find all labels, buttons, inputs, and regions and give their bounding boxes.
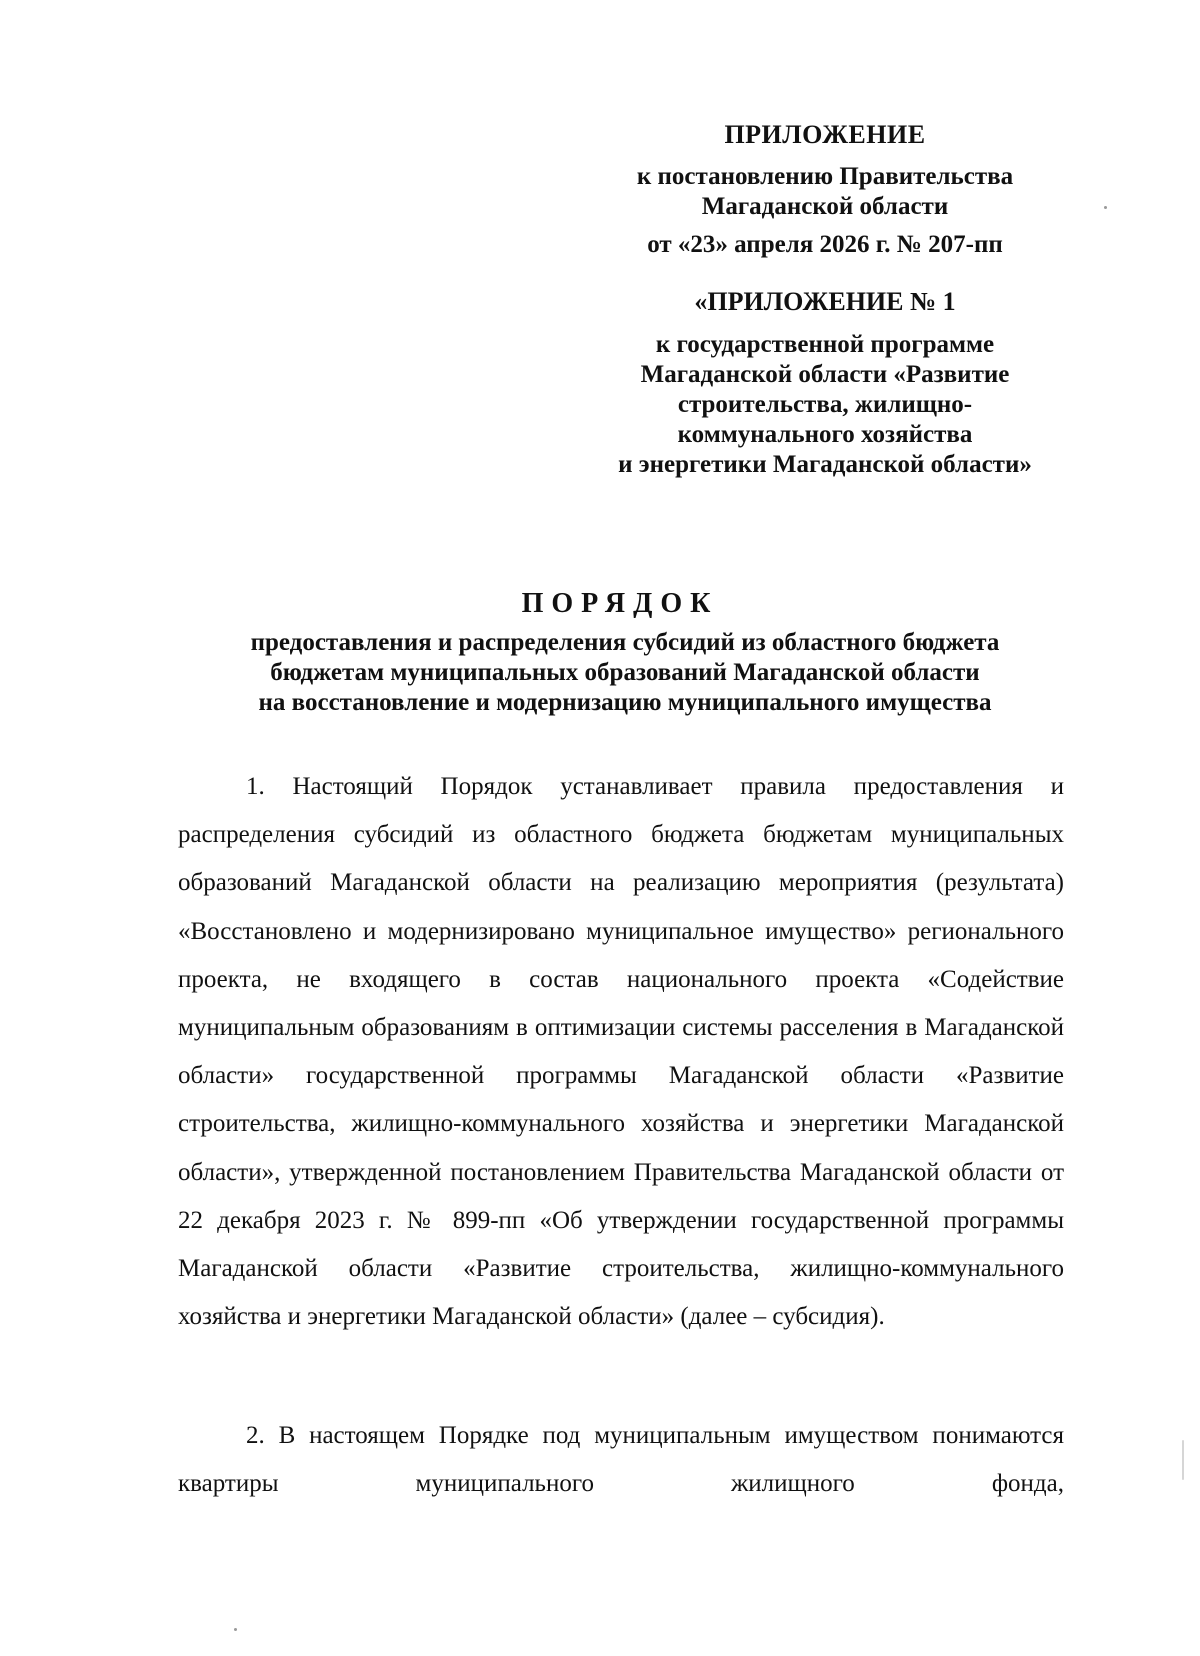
- program-appendix-line-4: коммунального хозяйства: [677, 421, 973, 448]
- paragraph-1: 1. Настоящий Порядок устанавливает правила предоставления и распределения субсидий из областного бюджета бюджетам муниципальных образований Магаданской области на реализацию мероприятия (результата) «Восстановлено и модернизировано муниципальное имущество» регионального проекта, не входящего в состав национального проекта «Содействие муниципальным образованиям в оптимизации системы расселения в Магаданской области» государственной программы Магаданской области «Развитие строительства, жилищно-коммунального хозяйства и энергетики Магаданской области», утвержденной постановлением Правительства Магаданской области от 22 декабря 2023 г. № 899-пп «Об утверждении государственной программы Магаданской области «Развитие строительства, жилищно-коммунального хозяйства и энергетики Магаданской области» (далее – субсидия).: [178, 773, 1064, 1331]
- order-subtitle-line-1: предоставления и распределения субсидий из областного бюджета: [250, 629, 1000, 656]
- appendix-title: ПРИЛОЖЕНИЕ: [724, 120, 926, 149]
- order-subtitle: [185, 628, 1065, 718]
- program-appendix-line-3: строительства, жилищно-: [677, 391, 973, 418]
- scan-speck: [1104, 206, 1107, 209]
- scan-speck: [1182, 1440, 1184, 1480]
- appendix-recipient-line-1: к постановлению Правительства: [636, 163, 1014, 190]
- order-subtitle-line-2: бюджетам муниципальных образований Магаданской области: [270, 659, 980, 686]
- scan-speck: [234, 1628, 237, 1631]
- program-appendix-line-5: и энергетики Магаданской области»: [618, 451, 1032, 478]
- program-appendix-line-1: к государственной программе: [655, 331, 995, 358]
- order-title: ПОРЯДОК: [521, 588, 719, 619]
- appendix-recipient: [580, 162, 1070, 222]
- program-appendix-reference: [560, 330, 1090, 480]
- program-appendix-title: «ПРИЛОЖЕНИЕ № 1: [694, 287, 956, 316]
- appendix-date-number: от «23» апреля 2026 г. № 207-пп: [647, 231, 1003, 258]
- order-subtitle-line-3: на восстановление и модернизацию муниципального имущества: [258, 689, 992, 716]
- paragraph-2: 2. В настоящем Порядке под муниципальным имуществом понимаются квартиры муниципального жилищного фонда,: [178, 1422, 1064, 1498]
- appendix-recipient-line-2: Магаданской области: [701, 193, 949, 220]
- program-appendix-line-2: Магаданской области «Развитие: [640, 361, 1010, 388]
